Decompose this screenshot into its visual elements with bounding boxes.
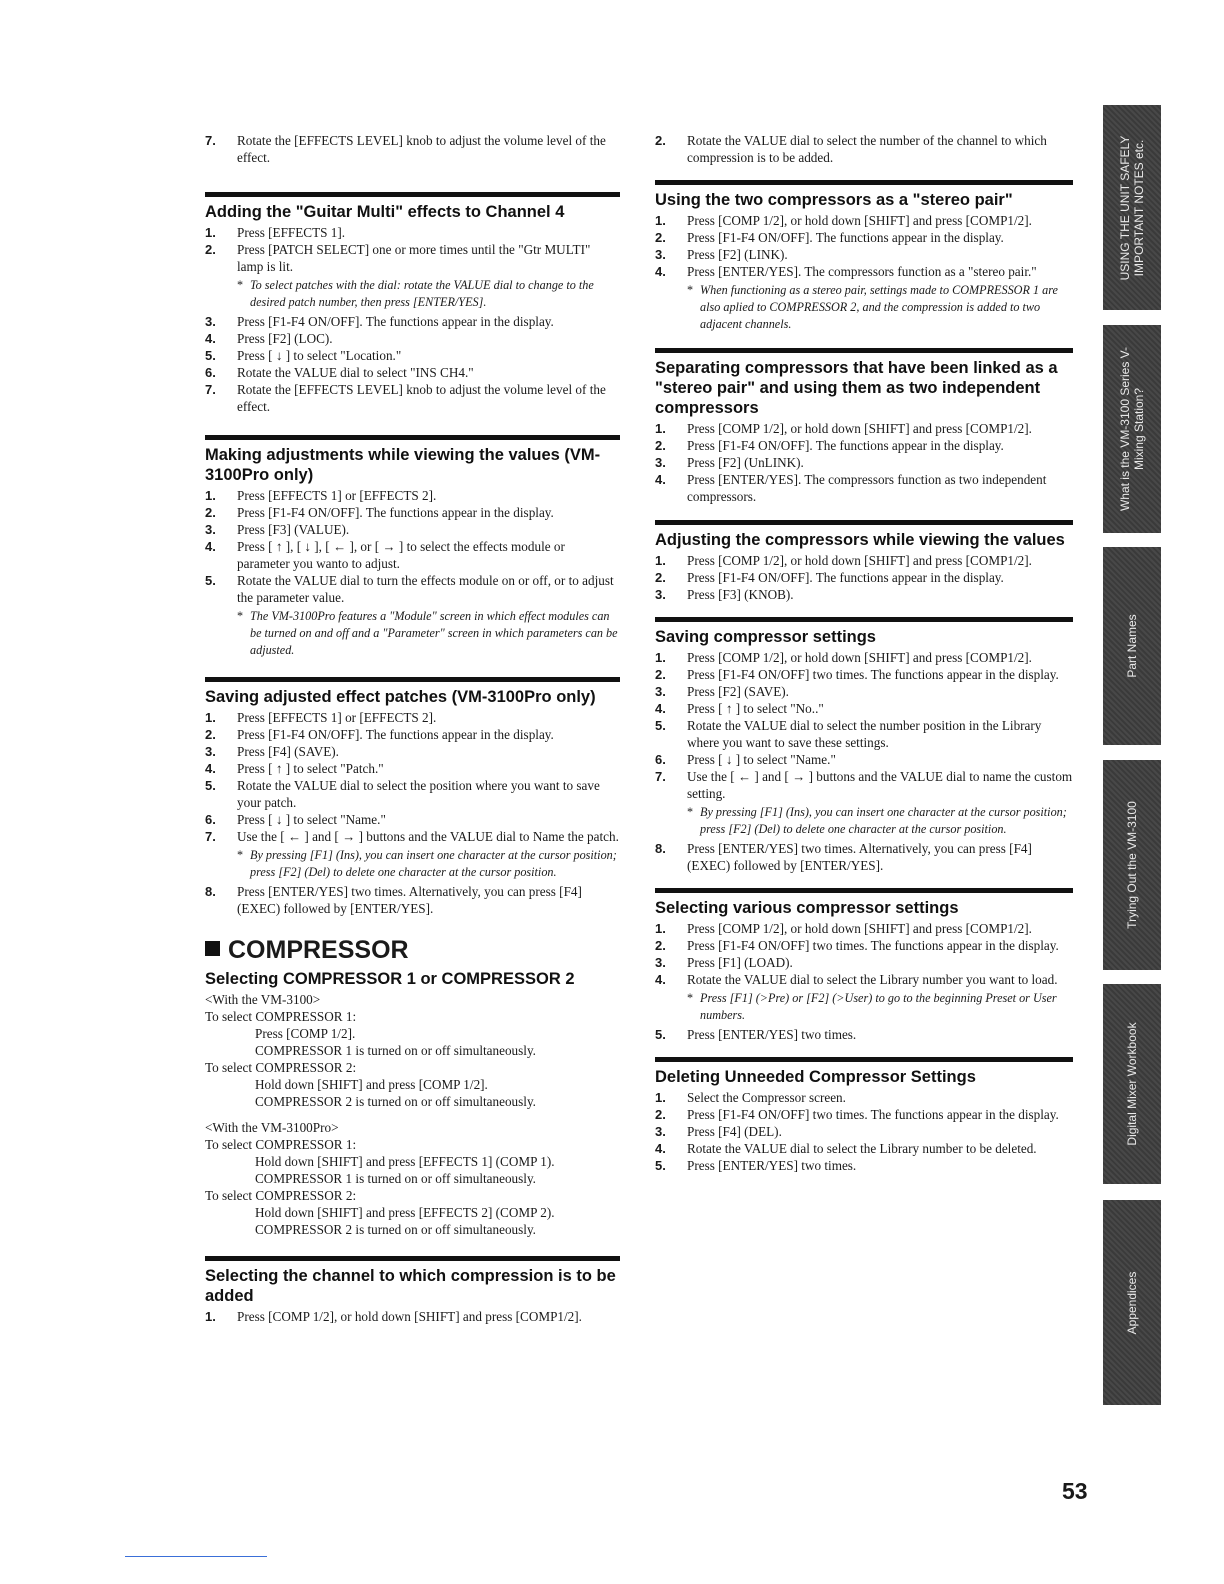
list-item [205,224,620,241]
step-number: 2. [655,1107,666,1122]
step-number: 1. [655,650,666,665]
section-adjustments [205,435,620,659]
step-text: Press [ENTER/YES] two times. Alternatively, you can press [F4] (EXEC) followed by [ENTER/YES]. [237,884,582,916]
step-list [205,1308,620,1325]
list-item [655,1106,1073,1123]
step-number: 4. [655,1141,666,1156]
step-number: 2. [655,230,666,245]
step-text: Press [EFFECTS 1] or [EFFECTS 2]. [237,710,437,725]
list-item [205,313,620,330]
step-text: Press [ENTER/YES] two times. [687,1158,857,1173]
section-rule [205,1256,620,1261]
list-item [655,666,1073,683]
list-item [205,883,620,917]
step-text: Select the Compressor screen. [687,1090,846,1105]
step-text: Press [F1-F4 ON/OFF]. The functions appear in the display. [237,314,554,329]
list-item [205,381,620,415]
step-list [205,709,620,917]
step-text: Press [F1-F4 ON/OFF] two times. The functions appear in the display. [687,1107,1059,1122]
list-item [205,726,620,743]
step-number: 2. [205,505,216,520]
list-item [655,437,1073,454]
side-tab-safety[interactable]: USING THE UNIT SAFELY IMPORTANT NOTES etc. [1103,105,1161,310]
list-item [205,777,620,811]
side-tab-trying-out[interactable]: Trying Out the VM-3100 [1103,760,1161,970]
step-text: Press [COMP 1/2], or hold down [SHIFT] and press [COMP1/2]. [687,650,1032,665]
step-number: 5. [205,573,216,588]
step-number: 8. [205,884,216,899]
side-tab-what-is[interactable]: What is the VM-3100 Series V-Mixing Station? [1103,325,1161,533]
step-note: * Press [F1] (>Pre) or [F2] (>User) to go to the beginning Preset or User numbers. [687,990,1073,1024]
step-number: 5. [205,348,216,363]
step-number: 3. [655,684,666,699]
step-text: Press [F4] (DEL). [687,1124,782,1139]
step-number: 2. [655,938,666,953]
list-item [205,241,620,311]
section-title: Saving compressor settings [655,628,876,646]
step-text: Press [ENTER/YES]. The compressors function as a "stereo pair." [687,264,1037,279]
list-item [655,586,1073,603]
section-select-channel [205,1256,620,1325]
list-item [205,1308,620,1325]
list-item [655,569,1073,586]
step-text: Press [ENTER/YES] two times. [687,1027,857,1042]
result: COMPRESSOR 1 is turned on or off simultaneously. [255,1171,536,1186]
step-number: 3. [655,955,666,970]
list-item [655,1123,1073,1140]
side-tab-appendices[interactable]: Appendices [1103,1200,1161,1405]
section-title: Separating compressors that have been linked as a "stereo pair" and using them as two independent compressors [655,359,1058,417]
list-item [655,954,1073,971]
step-number: 6. [205,812,216,827]
step-number: 2. [205,242,216,257]
list-item [205,811,620,828]
section-rule [205,677,620,682]
step-text: Rotate the VALUE dial to select the Library number you want to load. [687,972,1058,987]
list-item [655,768,1073,838]
step-text: Press [COMP 1/2], or hold down [SHIFT] and press [COMP1/2]. [687,421,1032,436]
square-bullet-icon [205,941,220,956]
step-number: 5. [655,1027,666,1042]
step-number: 3. [655,455,666,470]
instruction: Hold down [SHIFT] and press [EFFECTS 1] (COMP 1). [255,1154,555,1169]
instruction: Hold down [SHIFT] and press [EFFECTS 2] (COMP 2). [255,1205,555,1220]
step-number: 6. [655,752,666,767]
step-text: Use the [ ← ] and [ → ] buttons and the VALUE dial to name the custom setting. [687,769,1073,801]
step-list [655,552,1073,603]
list-item [655,246,1073,263]
step-text: Use the [ ← ] and [ → ] buttons and the VALUE dial to Name the patch. [237,829,619,844]
list-item [205,760,620,777]
model-label: <With the VM-3100> [205,992,321,1007]
step-number: 4. [655,472,666,487]
list-item [205,521,620,538]
step-text: Press [F3] (KNOB). [687,587,794,602]
step-text: Press [ENTER/YES] two times. Alternatively, you can press [F4] (EXEC) followed by [ENTER/YES]. [687,841,1032,873]
step-number: 1. [655,921,666,936]
step-text: Rotate the VALUE dial to select the Library number to be deleted. [687,1141,1037,1156]
section-title: Selecting the channel to which compression is to be added [205,1267,616,1305]
step-number: 1. [655,553,666,568]
step-number: 3. [655,247,666,262]
list-item [655,683,1073,700]
section-selecting-settings [655,888,1073,1043]
list-item [655,471,1073,505]
section-rule [655,348,1073,353]
list-item [655,700,1073,717]
list-item [655,1089,1073,1106]
list-item [655,649,1073,666]
step-number: 1. [655,421,666,436]
list-item [655,263,1073,333]
list-item [655,420,1073,437]
list-item: 7. Rotate the [EFFECTS LEVEL] knob to adjust the volume level of the effect. [205,133,606,165]
step-number: 1. [205,1309,216,1324]
step-text: Press [F4] (SAVE). [237,744,339,759]
step-number: 7. [205,382,216,397]
section-rule [655,180,1073,185]
step-text: Rotate the VALUE dial to select the number position in the Library where you want to save these settings. [687,718,1042,750]
step-note: * The VM-3100Pro features a "Module" screen in which effect modules can be turned on and off and a "Parameter" screen in which parameters can be adjusted. [237,608,620,659]
step-number: 1. [655,213,666,228]
section-saving-patches [205,677,620,917]
section-rule [655,1057,1073,1062]
step-note: * When functioning as a stereo pair, settings made to COMPRESSOR 1 are also aplied to COMPRESSOR 2, and the compression is added to two adjacent channels. [687,282,1073,333]
section-saving-compressor [655,617,1073,874]
section-compressor [205,935,620,1238]
step-number: 7. [655,769,666,784]
step-text: Rotate the VALUE dial to turn the effects module on or off, or to adjust the parameter value. [237,573,614,605]
side-tab-workbook[interactable]: Digital Mixer Workbook [1103,984,1161,1184]
step-number: 3. [205,522,216,537]
step-text: Press [EFFECTS 1] or [EFFECTS 2]. [237,488,437,503]
section-rule [655,520,1073,525]
step-text: Press [F1] (LOAD). [687,955,793,970]
step-text: Press [F2] (LINK). [687,247,788,262]
step-text: Press [F1-F4 ON/OFF]. The functions appear in the display. [687,438,1004,453]
list-item [205,364,620,381]
step-number: 4. [655,972,666,987]
step-text: Press [EFFECTS 1]. [237,225,346,240]
select-label: To select COMPRESSOR 1: [205,1137,357,1152]
step-text: Press [ ↑ ] to select "No.." [687,701,824,716]
section-title: Adjusting the compressors while viewing the values [655,531,1065,549]
step-text: Press [F1-F4 ON/OFF]. The functions appear in the display. [237,505,554,520]
step-text: Press [ ↓ ] to select "Name." [237,812,386,827]
select-label: To select COMPRESSOR 2: [205,1188,357,1203]
step-text: Press [ ↑ ] to select "Patch." [237,761,384,776]
list-item [655,212,1073,229]
step-number: 2. [655,438,666,453]
select-label: To select COMPRESSOR 2: [205,1060,357,1075]
list-item [205,709,620,726]
section-title: Selecting various compressor settings [655,899,959,917]
result: COMPRESSOR 2 is turned on or off simultaneously. [255,1222,536,1237]
section-stereo-pair [655,180,1073,333]
step-number: 1. [205,710,216,725]
page-number: 53 [1062,1478,1088,1504]
list-item [655,454,1073,471]
instruction: Hold down [SHIFT] and press [COMP 1/2]. [255,1077,488,1092]
right-column [655,132,1073,1174]
step-list [205,224,620,415]
step-number: 4. [205,331,216,346]
step-number: 2. [205,727,216,742]
step-text: Press [F1-F4 ON/OFF] two times. The functions appear in the display. [687,938,1059,953]
step-text: Press [ENTER/YES]. The compressors function as two independent compressors. [687,472,1047,504]
step-note: * To select patches with the dial: rotate the VALUE dial to change to the desired patch number, then press [ENTER/YES]. [237,277,620,311]
step-text: Press [F2] (UnLINK). [687,455,804,470]
section-title: Selecting COMPRESSOR 1 or COMPRESSOR 2 [205,970,575,988]
list-item [205,330,620,347]
step-text: Press [PATCH SELECT] one or more times until the "Gtr MULTI" lamp is lit. [237,242,591,274]
step-text: Press [F1-F4 ON/OFF]. The functions appear in the display. [687,570,1004,585]
step-list [655,1089,1073,1174]
list-item [655,717,1073,751]
section-rule [205,435,620,440]
step-note: * By pressing [F1] (Ins), you can insert one character at the cursor position; press [F2] (Del) to delete one character at the cursor position. [237,847,620,881]
list-item [205,487,620,504]
list-item: 2. Rotate the VALUE dial to select the number of the channel to which compression is to be added. [655,133,1047,165]
step-list [655,212,1073,333]
list-item [655,971,1073,1024]
step-text: Press [F1-F4 ON/OFF]. The functions appear in the display. [237,727,554,742]
section-deleting-settings [655,1057,1073,1174]
step-text: Press [ ↓ ] to select "Name." [687,752,836,767]
list-item [655,937,1073,954]
section-title: Adding the "Guitar Multi" effects to Channel 4 [205,203,565,221]
vm3100-block [205,991,620,1110]
list-item [655,920,1073,937]
step-number: 1. [655,1090,666,1105]
compressor-heading: COMPRESSOR [205,935,620,965]
section-guitar-multi [205,192,620,415]
step-text: Press [COMP 1/2], or hold down [SHIFT] and press [COMP1/2]. [687,213,1032,228]
list-item [205,572,620,659]
bottom-link-underline [125,1556,267,1557]
section-title: Making adjustments while viewing the values (VM-3100Pro only) [205,446,601,484]
list-item [655,751,1073,768]
step-list [655,920,1073,1043]
list-item [205,743,620,760]
list-item [655,1140,1073,1157]
list-item [205,828,620,881]
list-item [655,1026,1073,1043]
step-number: 5. [655,718,666,733]
step-number: 4. [205,761,216,776]
step-number: 1. [205,225,216,240]
step-number: 4. [655,264,666,279]
section-rule [205,192,620,197]
step-text: Press [COMP 1/2], or hold down [SHIFT] and press [COMP1/2]. [687,921,1032,936]
left-column [205,132,620,1325]
step-number: 3. [205,744,216,759]
step-number: 2. [655,667,666,682]
result: COMPRESSOR 1 is turned on or off simultaneously. [255,1043,536,1058]
section-title: Using the two compressors as a "stereo pair" [655,191,1013,209]
step-number: 4. [205,539,216,554]
step-number: 3. [205,314,216,329]
list-item [655,840,1073,874]
step-text: Rotate the VALUE dial to select the position where you want to save your patch. [237,778,600,810]
step-text: Press [ ↓ ] to select "Location." [237,348,402,363]
step-text: Press [F1-F4 ON/OFF] two times. The functions appear in the display. [687,667,1059,682]
model-label: <With the VM-3100Pro> [205,1120,339,1135]
step-number: 7. [205,829,216,844]
step-text: Press [F2] (SAVE). [687,684,789,699]
step-number: 3. [655,587,666,602]
step-list [655,420,1073,505]
step-number: 5. [205,778,216,793]
section-rule [655,617,1073,622]
step-number: 2. [655,570,666,585]
section-title: Deleting Unneeded Compressor Settings [655,1068,976,1086]
step-text: Press [F3] (VALUE). [237,522,350,537]
step-text: Press [ ↑ ], [ ↓ ], [ ← ], or [ → ] to select the effects module or parameter you wanto to adjust. [237,539,565,571]
list-item [655,1157,1073,1174]
section-separating [655,348,1073,505]
step-text: Press [F2] (LOC). [237,331,333,346]
result: COMPRESSOR 2 is turned on or off simultaneously. [255,1094,536,1109]
list-item [655,229,1073,246]
side-tab-part-names[interactable]: Part Names [1103,547,1161,745]
list-item [205,347,620,364]
list-item [205,538,620,572]
step-text: Press [COMP 1/2], or hold down [SHIFT] and press [COMP1/2]. [237,1309,582,1324]
step-text: Rotate the VALUE dial to select "INS CH4." [237,365,474,380]
step-text: Press [COMP 1/2], or hold down [SHIFT] and press [COMP1/2]. [687,553,1032,568]
step-number: 3. [655,1124,666,1139]
step-list [655,649,1073,874]
step-text: Press [F1-F4 ON/OFF]. The functions appear in the display. [687,230,1004,245]
step-text: Rotate the [EFFECTS LEVEL] knob to adjust the volume level of the effect. [237,382,606,414]
step-number: 4. [655,701,666,716]
section-title: Saving adjusted effect patches (VM-3100Pro only) [205,688,596,706]
step-list [205,487,620,659]
step-number: 6. [205,365,216,380]
section-adjusting-compressors [655,520,1073,603]
section-rule [655,888,1073,893]
instruction: Press [COMP 1/2]. [255,1026,356,1041]
step-note: * By pressing [F1] (Ins), you can insert one character at the cursor position; press [F2] (Del) to delete one character at the cursor position. [687,804,1073,838]
step-number: 1. [205,488,216,503]
list-item [205,504,620,521]
select-label: To select COMPRESSOR 1: [205,1009,357,1024]
list-item [655,552,1073,569]
vm3100pro-block [205,1119,620,1238]
step-number: 5. [655,1158,666,1173]
step-number: 8. [655,841,666,856]
